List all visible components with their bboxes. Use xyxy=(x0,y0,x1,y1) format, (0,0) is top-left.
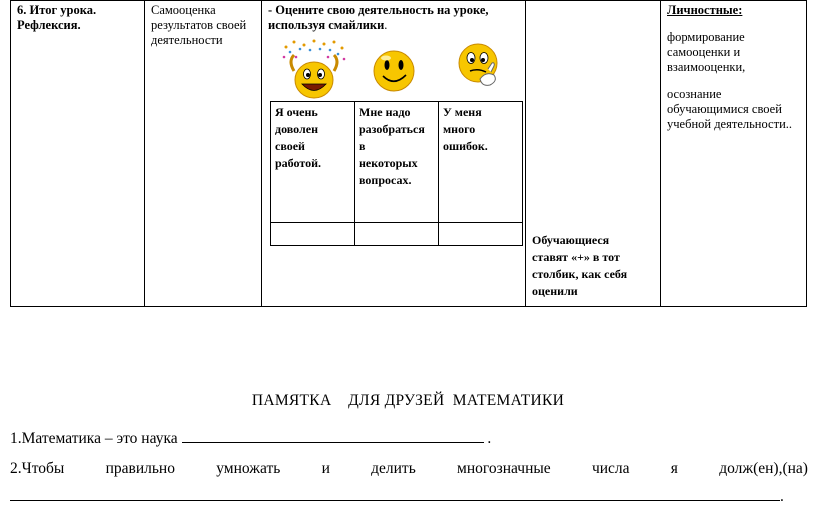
self-assessment-table xyxy=(270,101,523,246)
memo-word: и xyxy=(321,460,330,477)
results-heading: Личностные: xyxy=(667,3,743,17)
lesson-row xyxy=(11,1,807,307)
students-line: Обучающиеся xyxy=(532,233,610,247)
mark-cell[interactable] xyxy=(439,223,523,246)
memo-word: 2.Чтобы xyxy=(10,460,65,477)
memo-item-1 xyxy=(10,428,491,448)
students-line: оценили xyxy=(532,284,578,298)
results-line: формирование xyxy=(667,30,745,44)
task-line xyxy=(268,18,519,33)
option-line: Я очень xyxy=(275,105,318,119)
option-line: ошибок. xyxy=(443,139,488,153)
assessment-header-row xyxy=(271,102,523,223)
thinking-smiley-icon xyxy=(454,41,504,91)
option-line: Мне надо xyxy=(359,105,411,119)
memo-word: правильно xyxy=(105,460,175,477)
activity-cell xyxy=(145,1,262,307)
results-line: взаимооценки, xyxy=(667,60,746,74)
memo-item-1-text: 1.Математика – это наука xyxy=(10,430,178,447)
memo-word: умножать xyxy=(216,460,281,477)
memo-word: делить xyxy=(371,460,416,477)
results-cell xyxy=(661,1,807,307)
students-note xyxy=(532,232,656,300)
option-line: вопросах. xyxy=(359,173,412,187)
stage-subtitle: Рефлексия. xyxy=(17,18,81,32)
memo-word: числа xyxy=(591,460,630,477)
option-line: много xyxy=(443,122,476,136)
option-line: некоторых xyxy=(359,156,418,170)
memo-word: многозначные xyxy=(457,460,551,477)
answer-blank-2[interactable] xyxy=(10,486,780,501)
option-line: разобраться xyxy=(359,122,425,136)
assessment-option-need-review xyxy=(355,102,439,223)
task-period: . xyxy=(384,18,388,32)
students-line: ставят «+» в тот xyxy=(532,250,620,264)
smileys-row xyxy=(268,39,519,99)
activity-line: результатов своей xyxy=(151,18,247,32)
answer-blank-1[interactable] xyxy=(182,428,484,443)
results-line: обучающимися своей xyxy=(667,102,782,116)
results-paragraph xyxy=(667,87,800,132)
stage-cell xyxy=(11,1,145,307)
results-paragraph xyxy=(667,30,800,75)
activity-line: Самооценка xyxy=(151,3,216,17)
option-line: своей xyxy=(275,139,305,153)
results-line: учебной деятельности.. xyxy=(667,117,793,131)
happy-smiley-icon xyxy=(278,39,350,101)
option-line: У меня xyxy=(443,105,482,119)
activity-line: деятельности xyxy=(151,33,223,47)
results-line: самооценки и xyxy=(667,45,741,59)
assessment-option-satisfied xyxy=(271,102,355,223)
memo-item-2 xyxy=(10,460,808,478)
mark-cell[interactable] xyxy=(271,223,355,246)
assessment-option-many-mistakes xyxy=(439,102,523,223)
memo-item-2-period: . xyxy=(780,488,784,505)
option-line: в xyxy=(359,139,366,153)
memo-item-1-period: . xyxy=(487,430,492,447)
stage-title: 6. Итог урока. xyxy=(17,3,97,17)
students-cell xyxy=(526,1,661,307)
students-line: столбик, как себя xyxy=(532,267,628,281)
lesson-plan-table xyxy=(10,0,807,307)
task-line: - Оцените свою деятельность на уроке, xyxy=(268,3,489,17)
task-text: используя смайлики xyxy=(268,18,385,32)
mark-cell[interactable] xyxy=(355,223,439,246)
results-line: осознание xyxy=(667,87,722,101)
memo-title: ПАМЯТКА ДЛЯ ДРУЗЕЙ МАТЕМАТИКИ xyxy=(251,392,565,409)
assessment-mark-row xyxy=(271,223,523,246)
option-line: доволен xyxy=(275,122,318,136)
memo-word: долж(ен),(на) xyxy=(719,460,808,477)
content-smiley-icon xyxy=(372,49,416,93)
memo-word: я xyxy=(670,460,678,477)
option-line: работой. xyxy=(275,156,322,170)
memo-item-2-continuation xyxy=(10,486,784,506)
task-cell xyxy=(262,1,526,307)
